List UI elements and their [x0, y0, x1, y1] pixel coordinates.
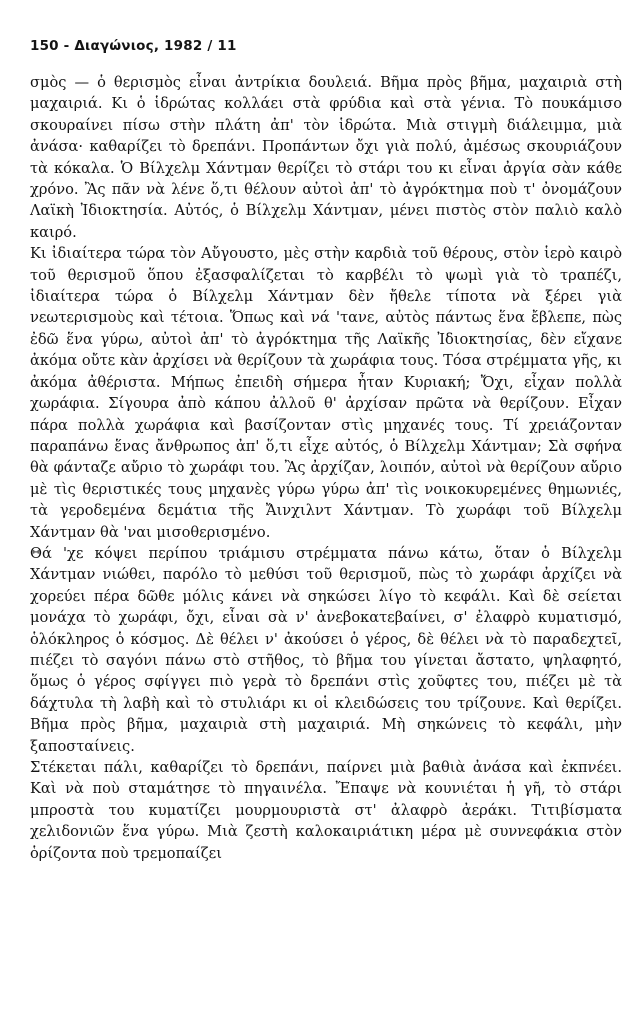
body-text — [30, 72, 622, 864]
paragraph-4: Στέκεται πάλι, καθαρίζει τὸ δρεπάνι, παίρνει μιὰ βαθιὰ ἀνάσα καὶ ἐκπνέει. Καὶ νὰ ποὺ σταμάτησε τὸ πηγαινέλα. Ἔπαψε νὰ κουνιέται ἡ γῆ, τὸ στάρι μπροστὰ του κυματίζει μουρμουριστὰ στ' ἀλαφρὸ ἀεράκι. Τιτιβίσματα χελιδονιῶν ἕνα γύρω. Μιὰ ζεστὴ καλοκαιριάτικη μέρα μὲ συννεφάκια στὸν ὁρίζοντα ποὺ τρεμοπαίζει — [30, 759, 622, 862]
paragraph-3: Θά 'χε κόψει περίπου τριάμισυ στρέμματα πάνω κάτω, ὅταν ὁ Βίλχελμ Χάντμαν νιώθει, παρόλο τὸ μεθύσι τοῦ θερισμοῦ, πὼς τὸ χωράφι ἀρχίζει νὰ χορεύει πέρα δῶθε μόλις κάνει νὰ σηκώσει λίγο τὸ κεφάλι. Καὶ δὲ σείεται μονάχα τὸ χωράφι, ὄχι, εἶναι σὰ ν' ἀνεβοκατεβαίνει, σ' ἐλαφρὸ κυματισμό, ὁλόκληρος ὁ κόσμος. Δὲ θέλει ν' ἀκούσει ὁ γέρος, δὲ θέλει νὰ τὸ παραδεχτεῖ, πιέζει τὸ σαγόνι πάνω στὸ στῆθος, τὸ βῆμα του γίνεται ἄστατο, ψηλαφητό, ὅμως ὁ γέρος σφίγγει πιὸ γερὰ τὸ δρεπάνι στὶς χοῦφτες του, πιέζει μὲ τὰ δάχτυλα τὴ λαβὴ καὶ τὸ στυλιάρι κι οἱ κλειδώσεις του τρίζουνε. Καὶ θερίζει. Βῆμα πρὸς βῆμα, μαχαιριὰ στὴ μαχαιριά. Μὴ σηκώνεις τὸ κεφάλι, μὴν ξαποσταίνεις. — [30, 544, 622, 755]
paragraph-1: σμὸς — ὁ θερισμὸς εἶναι ἀντρίκια δουλειά. Βῆμα πρὸς βῆμα, μαχαιριὰ στὴ μαχαιριά. Κι ὁ ἱδρώτας κολλάει στὰ φρύδια καὶ στὰ γένια. Τὸ πουκάμισο σκουραίνει πίσω στὴν πλάτη ἀπ' τὸν ἱδρώτα. Μιὰ στιγμὴ διάλειμμα, μιὰ ἀνάσα· καθαρίζει τὸ δρεπάνι. Προπάντων ὄχι γιὰ πολύ, ἀμέσως σκουριάζουν τὰ κόκαλα. Ὁ Βίλχελμ Χάντμαν θερίζει τὸ στάρι του κι εἶναι ἀργία σὰν κάθε χρόνο. Ἂς πᾶν νὰ λένε ὅ,τι θέλουν αὐτοὶ ἀπ' τὸ ἀγρόκτημα ποὺ τ' ὀνομάζουν Λαϊκὴ Ἰδιοκτησία. Αὐτός, ὁ Βίλχελμ Χάντμαν, μένει πιστὸς στὸν παλιὸ καλὸ καιρό. — [30, 74, 622, 241]
book-page — [30, 38, 622, 864]
paragraph-2: Κι ἰδιαίτερα τώρα τὸν Αὔγουστο, μὲς στὴν καρδιὰ τοῦ θέρους, στὸν ἱερὸ καιρὸ τοῦ θερισμοῦ ὅπου ἐξασφαλίζεται τὸ καρβέλι τὸ ψωμὶ γιὰ τὸ τραπέζι, ἰδιαίτερα τώρα ὁ Βίλχελμ Χάντμαν δὲν ἤθελε τίποτα νὰ ξέρει γιὰ νεωτερισμοὺς καὶ τέτοια. Ὅπως καὶ νά 'τανε, αὐτὸς πάντως ἕνα ἔβλεπε, πὼς ἐδῶ ἕνα γύρω, αὐτοὶ ἀπ' τὸ ἀγρόκτημα τῆς Λαϊκῆς Ἰδιοκτησίας, δὲν εἴχανε ἀκόμα οὔτε κὰν ἀρχίσει νὰ θερίζουν τὰ χωράφια τους. Τόσα στρέμματα γῆς, κι ἀκόμα ἀθέριστα. Μήπως ἐπειδὴ σήμερα ἦταν Κυριακή; Ὄχι, εἶχαν πολλὰ χωράφια. Σίγουρα ἀπὸ κάπου ἀλλοῦ θ' ἀρχίσαν πρῶτα νὰ θερίζουν. Εἶχαν πάρα πολλὰ χωράφια καὶ βασίζονταν στὶς μηχανές τους. Τί χρειάζονταν παραπάνω ἕνας ἄνθρωπος ἀπ' ὅ,τι εἶχε αὐτός, ὁ Βίλχελμ Χάντμαν; Σὰ σφήνα θὰ φάνταζε αὔριο τὸ χωράφι του. Ἂς ἀρχίζαν, λοιπόν, αὐτοὶ νὰ θερίζουν αὔριο μὲ τὶς θεριστικές τους μηχανὲς γύρω γύρω ἀπ' τὶς νοικοκυρεμένες θημωνιές, τὰ γεροδεμένα δεμάτια τῆς Ἄινχιλντ Χάντμαν. Τὸ χωράφι τοῦ Βίλχελμ Χάντμαν θὰ 'ναι μισοθερισμένο. — [30, 245, 622, 541]
running-head: 150 - Διαγώνιος, 1982 / 11 — [30, 38, 237, 54]
